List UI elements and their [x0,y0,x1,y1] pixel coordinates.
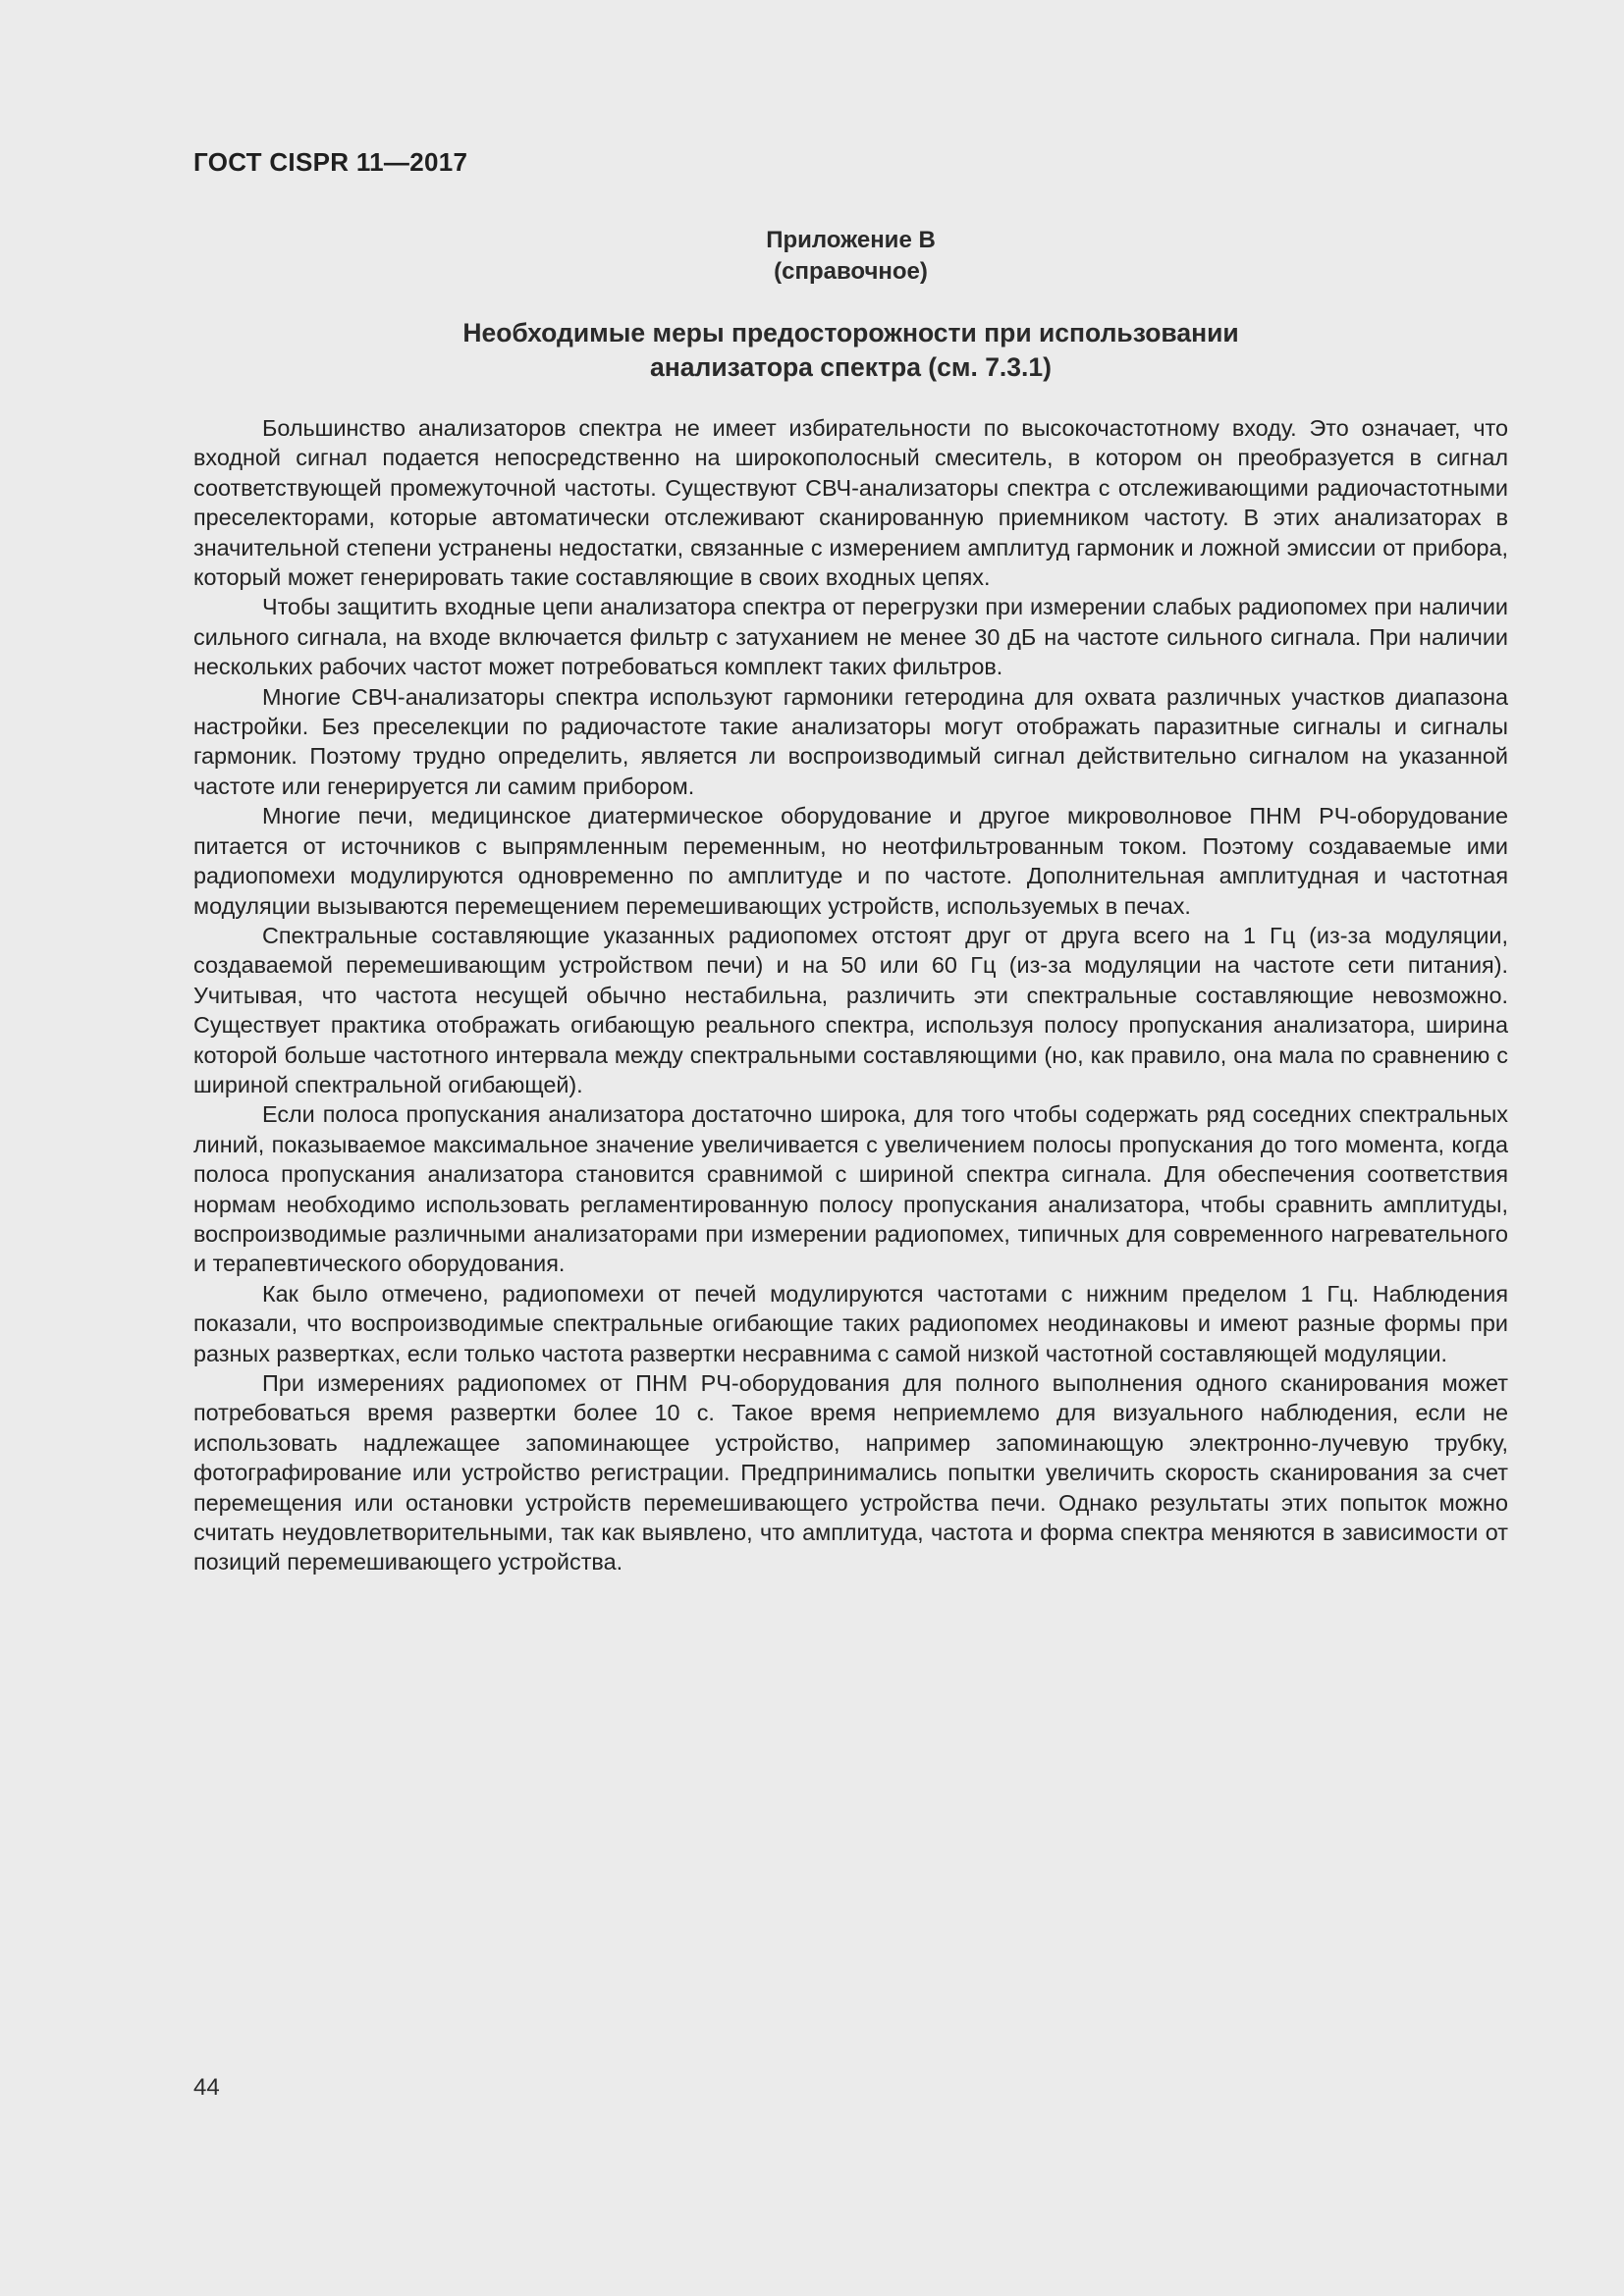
section-title-line-1: Необходимые меры предосторожности при использовании [462,318,1239,347]
paragraph: Чтобы защитить входные цепи анализатора спектра от перегрузки при измерении слабых радиопомех при наличии сильного сигнала, на входе включается фильтр с затуханием не менее 30 дБ на частоте сильного сигнала. При наличии нескольких рабочих частот может потребоваться комплект таких фильтров. [193,594,1508,680]
paragraph: Многие СВЧ-анализаторы спектра используют гармоники гетеродина для охвата различных участков диапазона настройки. Без преселекции по радиочастоте такие анализаторы могут отображать паразитные сигналы и сигналы гармоник. Поэтому трудно определить, является ли воспроизводимый сигнал действительно сигналом на указанной частоте или генерируется ли самим прибором. [193,683,1508,799]
paragraph: Многие печи, медицинское диатермическое оборудование и другое микроволновое ПНМ РЧ-оборудование питается от источников с выпрямленным переменным, но неотфильтрованным током. Поэтому создаваемые ими радиопомехи модулируются одновременно по амплитуде и по частоте. Дополнительная амплитудная и частотная модуляции вызываются перемещением перемешивающих устройств, используемых в печах. [193,803,1508,919]
section-title-line-2: анализатора спектра (см. 7.3.1) [650,352,1052,382]
paragraph: Как было отмечено, радиопомехи от печей модулируются частотами с нижним пределом 1 Гц. Наблюдения показали, что воспроизводимые спектральные огибающие таких радиопомех неодинаковы и имеют разные формы при разных развертках, если только частота развертки несравнима с самой низкой частотной составляющей модуляции. [193,1280,1508,1366]
paragraph: Большинство анализаторов спектра не имеет избирательности по высокочастотному входу. Это означает, что входной сигнал подается непосредственно на широкополосный смеситель, в котором он преобразуется в сигнал соответствующей промежуточной частоты. Существуют СВЧ-анализаторы спектра с отслеживающими радиочастотными преселекторами, которые автоматически отслеживают сканированную приемником частоту. В этих анализаторах в значительной степени устранены недостатки, связанные с измерением амплитуд гармоник и ложной эмиссии от прибора, который может генерировать такие составляющие в своих входных цепях. [193,415,1508,591]
appendix-type: (справочное) [774,258,928,285]
body-text [193,413,1508,1577]
section-title [193,316,1508,385]
document-header: ГОСТ CISPR 11—2017 [193,147,468,177]
paragraph: При измерениях радиопомех от ПНМ РЧ-оборудования для полного выполнения одного сканирования может потребоваться время развертки более 10 с. Такое время неприемлемо для визуального наблюдения, если не использовать надлежащее запоминающее устройство, например запоминающую электронно-лучевую трубку, фотографирование или устройство регистрации. Предпринимались попытки увеличить скорость сканирования за счет перемещения или остановки устройств перемешивающего устройства печи. Однако результаты этих попыток можно считать неудовлетворительными, так как выявлено, что амплитуда, частота и форма спектра меняются в зависимости от позиций перемешивающего устройства. [193,1370,1508,1575]
appendix-label: Приложение В [766,227,936,253]
page-number: 44 [193,2074,220,2101]
appendix-heading [193,225,1508,288]
paragraph: Если полоса пропускания анализатора достаточно широка, для того чтобы содержать ряд соседних спектральных линий, показываемое максимальное значение увеличивается с увеличением полосы пропускания до того момента, когда полоса пропускания анализатора становится сравнимой с шириной спектра сигнала. Для обеспечения соответствия нормам необходимо использовать регламентированную полосу пропускания анализатора, чтобы сравнить амплитуды, воспроизводимые различными анализаторами при измерении радиопомех, типичных для современного нагревательного и терапевтического оборудования. [193,1101,1508,1277]
paragraph: Спектральные составляющие указанных радиопомех отстоят друг от друга всего на 1 Гц (из-за модуляции, создаваемой перемешивающим устройством печи) и на 50 или 60 Гц (из-за модуляции на частоте сети питания). Учитывая, что частота несущей обычно нестабильна, различить эти спектральные составляющие невозможно. Существует практика отображать огибающую реального спектра, используя полосу пропускания анализатора, ширина которой больше частотного интервала между спектральными составляющими (но, как правило, она мала по сравнению с шириной спектральной огибающей). [193,922,1508,1097]
